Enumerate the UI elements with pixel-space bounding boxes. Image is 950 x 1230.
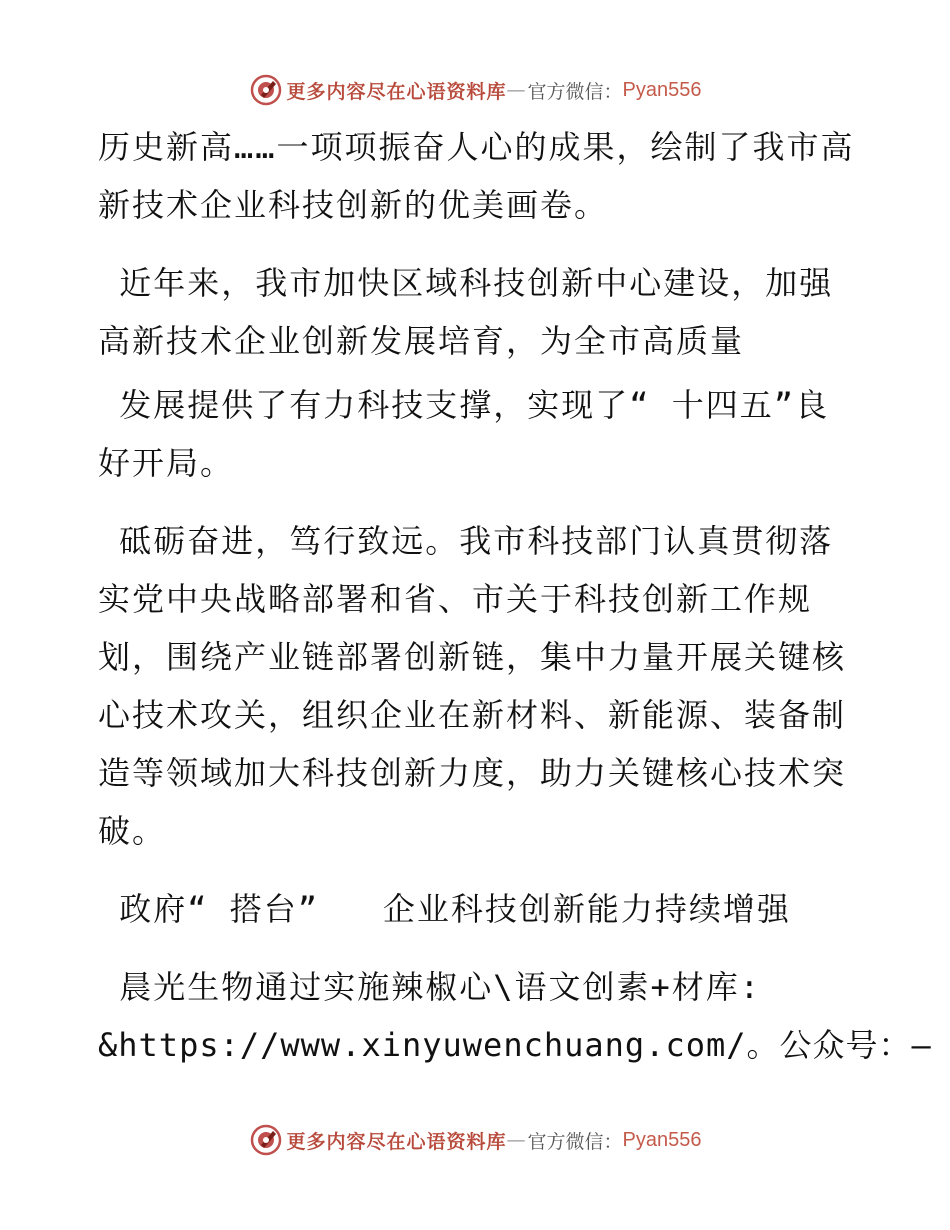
- paragraph-1: 历史新高……一项项振奋人心的成果，绘制了我市高新技术企业科技创新的优美画卷。: [98, 128, 855, 224]
- paragraph-2: 近年来，我市加快区域科技创新中心建设，加强高新技术企业创新发展培育，为全市高质量: [98, 264, 834, 360]
- document-body: [98, 118, 932, 1074]
- header-wechat-id: Pyan556: [622, 78, 702, 101]
- footer-wechat-id: Pyan556: [622, 1128, 702, 1151]
- section-heading: 政府“ 搭台” 企业科技创新能力持续增强: [98, 890, 791, 928]
- page-footer: [0, 1120, 950, 1160]
- paragraph-4: 砥砺奋进，笃行致远。我市科技部门认真贯彻落实党中央战略部署和省、市关于科技创新工作规划，围绕产业链部署创新链，集中力量开展关键核心技术攻关，组织企业在新材料、新能源、装备制造等领域加大科技创新力度，助力关键核心技术突破。: [98, 522, 847, 850]
- logo-icon: [249, 73, 283, 107]
- header-banner-text: 更多内容尽在心语资料库: [286, 80, 507, 103]
- paragraph-7-url-line: &https://www.xinyuwenchuang.com/。公众号：—: [98, 1026, 932, 1064]
- header-wechat-label: 官方微信：: [527, 80, 623, 103]
- page-header: [0, 70, 950, 110]
- footer-wechat-label: 官方微信：: [527, 1130, 623, 1153]
- paragraph-6: 晨光生物通过实施辣椒心\语文创素+材库:: [98, 968, 762, 1006]
- header-separator: —: [506, 79, 526, 101]
- logo-icon: [249, 1123, 283, 1157]
- footer-separator: —: [506, 1129, 526, 1151]
- footer-banner-text: 更多内容尽在心语资料库: [286, 1130, 507, 1153]
- paragraph-3: 发展提供了有力科技支撑，实现了“ 十四五”良好开局。: [98, 386, 830, 482]
